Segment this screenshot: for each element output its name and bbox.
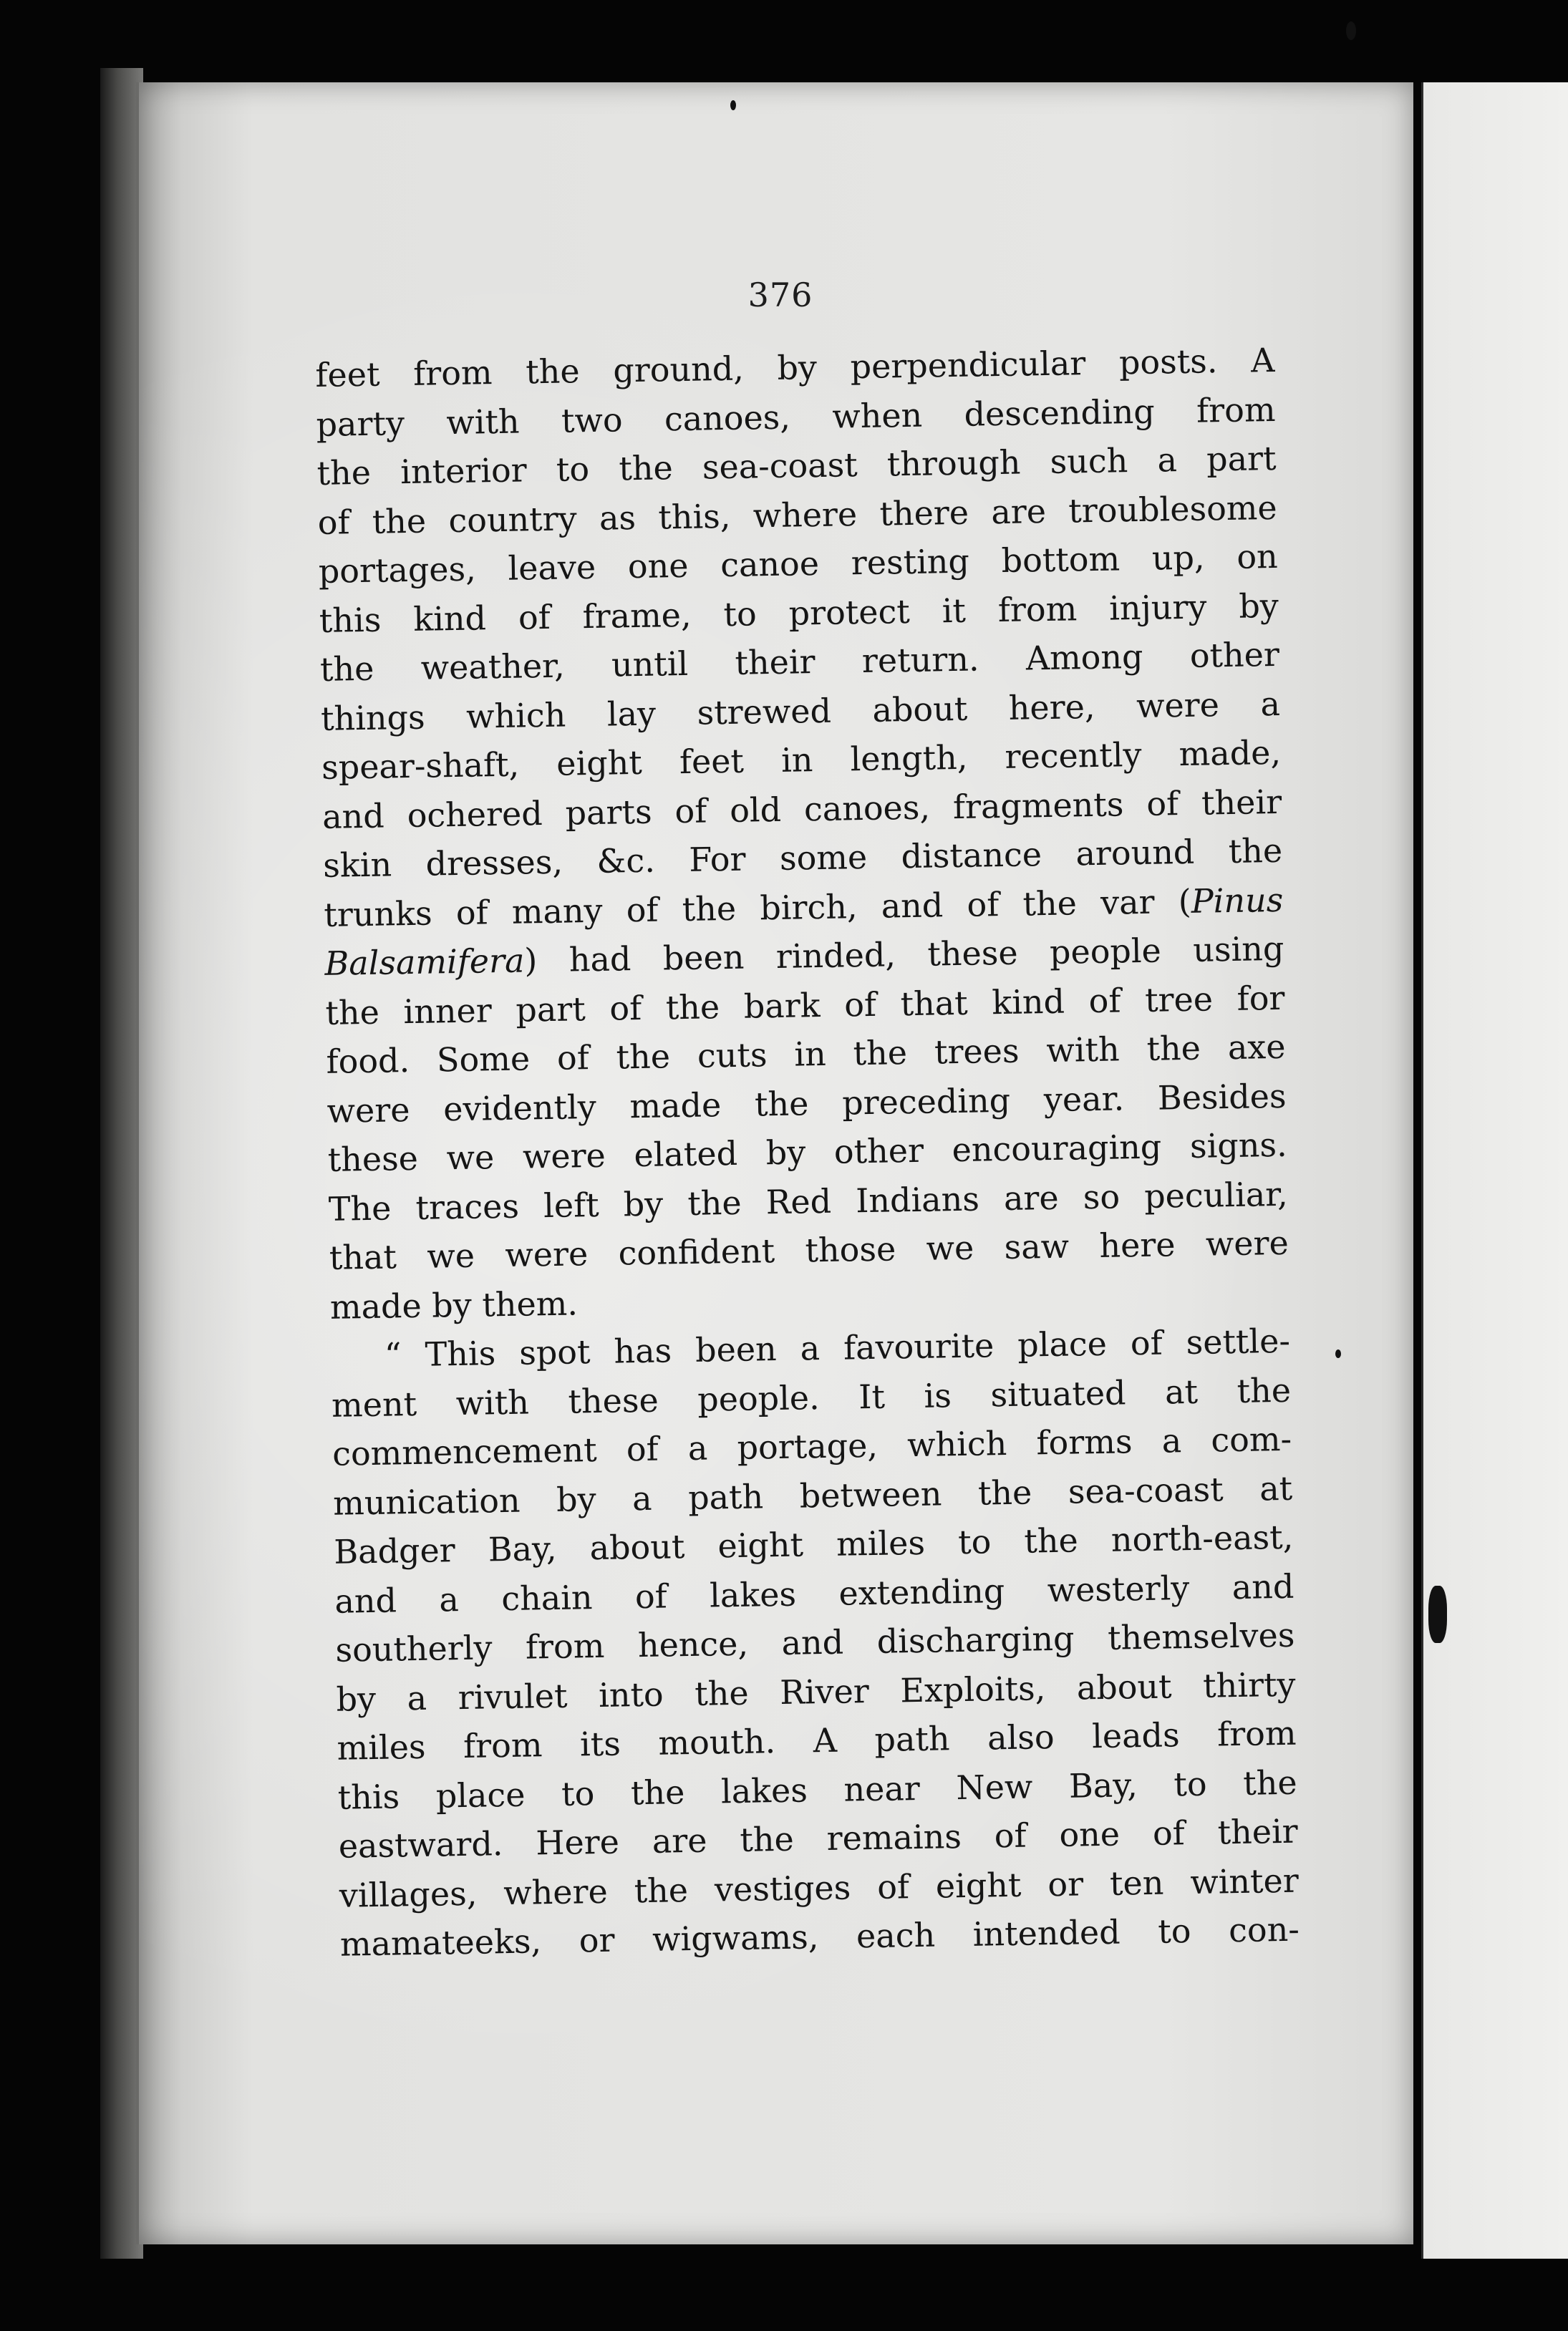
text-line: feet from the ground, by perpendicular posts. A — [315, 340, 1275, 394]
text-line: party with two canoes, when descending from — [316, 389, 1276, 444]
text-line: spear-shaft, eight feet in length, recently made, — [321, 732, 1282, 787]
text-line: eastward. Here are the remains of one of their — [338, 1811, 1299, 1866]
text-line: miles from its mouth. A path also leads from — [337, 1713, 1297, 1768]
text-line: this kind of frame, to protect it from injury by — [319, 586, 1279, 640]
text-line: the inner part of the bark of that kind of tree for — [325, 978, 1285, 1032]
text-line: this place to the lakes near New Bay, to the — [337, 1763, 1297, 1817]
text-line: The traces left by the Red Indians are so peculiar, — [328, 1174, 1289, 1228]
text-line: Badger Bay, about eight miles to the north-east, — [333, 1517, 1294, 1571]
page-number: 376 — [747, 276, 813, 314]
dust-speck — [1335, 1349, 1341, 1358]
text-line: villages, where the vestiges of eight or ten winter — [339, 1861, 1300, 1915]
clip-mark — [1428, 1586, 1447, 1643]
text-line: southerly from hence, and discharging themselves — [335, 1615, 1295, 1670]
text-line: that we were confident those we saw here were — [329, 1223, 1289, 1277]
italic-term: Pinus — [1191, 880, 1284, 921]
text-line: skin dresses, &c. For some distance around the — [322, 830, 1283, 885]
text-line: by a rivulet into the River Exploits, about thirty — [336, 1664, 1296, 1719]
text-line: commencement of a portage, which forms a com- — [331, 1419, 1292, 1473]
dust-speck — [1346, 21, 1356, 40]
dust-speck — [730, 100, 736, 110]
text-line: food. Some of the cuts in the trees with the axe — [326, 1027, 1286, 1081]
text-line: and ochered parts of old canoes, fragments of their — [321, 782, 1282, 836]
text-line: things which lay strewed about here, were a — [320, 684, 1281, 738]
text-line: of the country as this, where there are troublesome — [317, 488, 1278, 542]
facing-page-edge — [1421, 82, 1568, 2259]
text-segment: trunks of many of the birch, and of the var ( — [323, 881, 1192, 934]
text-segment: ) had been rinded, these people using — [523, 929, 1284, 980]
text-line: these we were elated by other encouraging signs. — [327, 1125, 1288, 1179]
text-line: portages, leave one canoe resting bottom up, on — [318, 536, 1279, 591]
text-line: ment with these people. It is situated at the — [331, 1370, 1292, 1425]
italic-term: Balsamifera — [324, 941, 525, 983]
text-line: the weather, until their return. Among other — [319, 634, 1280, 689]
body-text — [315, 336, 1300, 1969]
text-line: munication by a path between the sea-coast at — [332, 1468, 1293, 1523]
text-line: and a chain of lakes extending westerly and — [334, 1566, 1294, 1621]
text-line: the interior to the sea-coast through such a part — [316, 438, 1277, 493]
text-line: made by them. — [329, 1283, 579, 1327]
text-line: were evidently made the preceding year. Besides — [326, 1076, 1287, 1130]
text-line: mamateeks, or wigwams, each intended to con- — [339, 1909, 1300, 1964]
text-line: “ This spot has been a favourite place of settle- — [384, 1321, 1291, 1375]
